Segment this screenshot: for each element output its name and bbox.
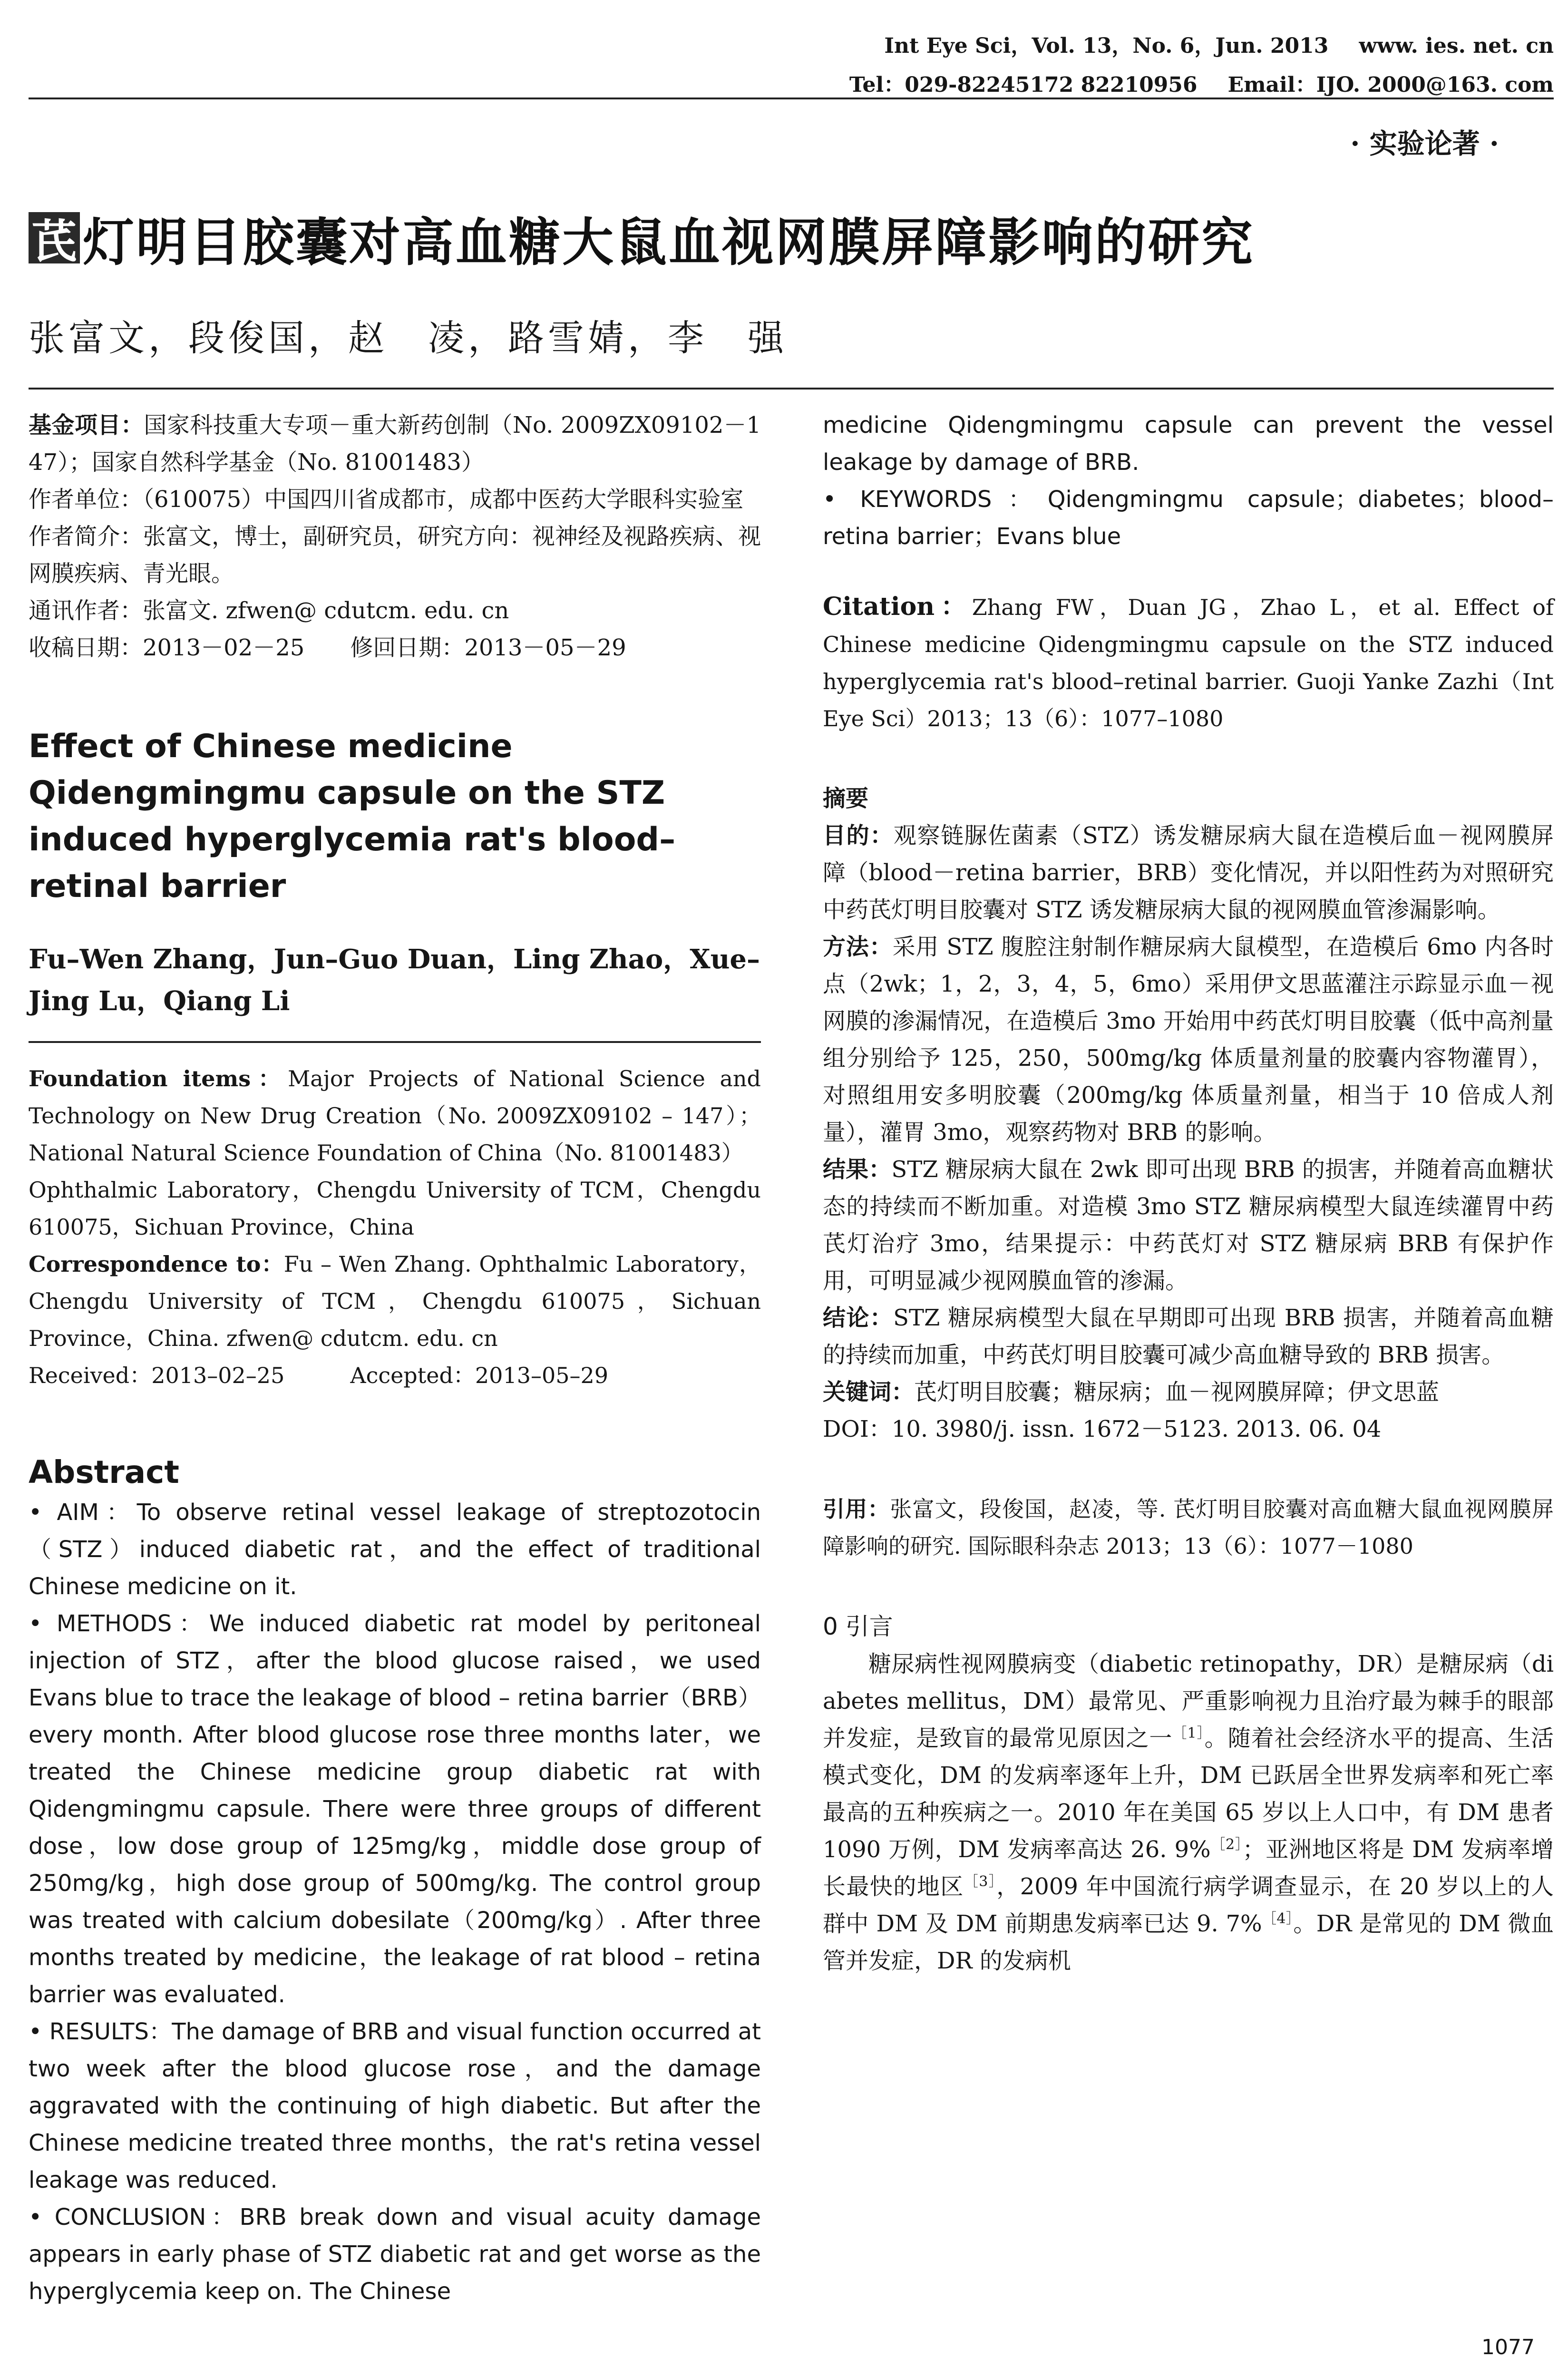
zh-info-text[interactable]: 张富文. zfwen@ cdutcm. edu. cn — [143, 597, 509, 624]
title-zh-rest: 灯明目胶囊对高血糖大鼠血视网膜屏障影响的研究 — [83, 213, 1255, 273]
title-zh-first-char: 芪 — [29, 212, 80, 263]
intro-text: ，2009 年中国流行病学调查显示，在 20 岁以上的人群中 DM 及 DM 前期患发病率已达 9. 7% — [823, 1873, 1554, 1937]
intro-text: 糖尿病性视网膜病变（diabetic retinopathy，DR）是糖尿病（diabetes mellitus，DM）最常见、严重影响视力且治疗最为棘手的眼部并发症，是致盲的最常见原因之一 — [823, 1651, 1554, 1752]
zh-info-label: 作者简介： — [29, 523, 143, 550]
section-label: 方法： — [823, 934, 893, 960]
intro-text: 。随着社会经济水平的提高、生活模式变化，DM 的发病率逐年上升，DM 已跃居全世界发病率和死亡率最高的五种疾病之一。2010 年在美国 65 岁以上人口中，有 DM 患者 1090 万例，DM 发病率高达 26. 9% — [823, 1725, 1554, 1863]
zh-info-dates — [29, 629, 761, 666]
affiliation-en: Ophthalmic Laboratory，Chengdu University of TCM，Chengdu 610075，Sichuan Province，China — [29, 1177, 761, 1240]
zh-info-label: 收稿日期： — [29, 634, 143, 661]
abstract-zh-methods — [823, 928, 1554, 1151]
reference-link[interactable]: ［4］ — [1262, 1910, 1294, 1927]
zh-info-text: 国家科技重大专项－重大新药创制（No. 2009ZX09102－147）；国家自然科学基金（No. 81001483） — [29, 412, 761, 476]
section-label: 结论： — [823, 1305, 894, 1331]
section-label: 目的： — [823, 822, 894, 849]
abstract-zh-keywords — [823, 1374, 1554, 1411]
section-label: 结果： — [823, 1156, 892, 1183]
zh-info-text: 张富文，博士，副研究员，研究方向：视神经及视路疾病、视网膜疾病、青光眼。 — [29, 523, 761, 587]
abstract-en-continued — [823, 407, 1554, 555]
zh-info-label: 通讯作者： — [29, 597, 143, 624]
intro-text: ；亚洲地区将是 DM 发病率增长最快的地区 — [823, 1836, 1554, 1900]
abstract-conclusion-part2: medicine Qidengmingmu capsule can prevent the vessel leakage by damage of BRB. — [823, 412, 1554, 476]
title-rule — [29, 388, 1554, 390]
section-text: 采用 STZ 腹腔注射制作糖尿病大鼠模型，在造模后 6mo 内各时点（2wk；1，2，3，4，5，6mo）采用伊文思蓝灌注示踪显示血－视网膜的渗漏情况，在造模后 3mo 开始用中药芪灯明目胶囊（低中高剂量组分别给予 125，250，500mg/kg 体质量剂量的胶囊内容物灌胃），对照组用安多明胶囊（200mg/kg 体质量剂量，相当于 10 倍成人剂量），灌胃 3mo，观察药物对 BRB 的影响。 — [823, 934, 1554, 1146]
abstract-en — [29, 1494, 761, 2310]
section-label: 关键词： — [823, 1379, 915, 1405]
zh-info-affiliation — [29, 481, 761, 518]
page-number: 1077 — [1481, 2335, 1535, 2359]
doi[interactable]: DOI：10. 3980/j. issn. 1672－5123. 2013. 06. 04 — [823, 1416, 1382, 1442]
reference-link[interactable]: ［3］ — [964, 1873, 997, 1890]
citation-label: Citation： — [823, 592, 972, 621]
journal-website[interactable]: www. ies. net. cn — [1359, 34, 1554, 58]
authors-zh: 张富文，段俊国，赵 凌，路雪婧，李 强 — [29, 317, 788, 359]
reference-link[interactable]: ［2］ — [1210, 1836, 1243, 1853]
title-zh — [29, 205, 1255, 271]
section-text: STZ 糖尿病大鼠在 2wk 即可出现 BRB 的损害，并随着高血糖状态的持续而不断加重。对造模 3mo STZ 糖尿病模型大鼠连续灌胃中药芪灯治疗 3mo，结果提示：中药芪灯对 STZ 糖尿病 BRB 有保护作用，可明显减少视网膜血管的渗漏。 — [823, 1156, 1554, 1294]
title-en: Effect of Chinese medicine Qidengmingmu capsule on the STZ induced hyperglycemia rat's blood–retinal barrier — [29, 728, 676, 905]
abstract-aim: • AIM：To observe retinal vessel leakage of streptozotocin（STZ）induced diabetic rat，and the effect of traditional Chinese medicine on it. — [29, 1499, 761, 1600]
journal-email[interactable]: Email：IJO. 2000@163. com — [1227, 73, 1554, 97]
foundation-text: Major Projects of National Science and Technology on New Drug Creation（No. 2009ZX09102 – 147）；National Natural Science Foundation of China（No. 81001483） — [29, 1066, 761, 1166]
zh-info-text: 2013－02－25 修回日期：2013－05－29 — [143, 634, 626, 661]
abstract-zh-results — [823, 1151, 1554, 1299]
foundation-block — [29, 1060, 761, 1394]
abstract-zh-heading-text: 摘要 — [823, 785, 869, 812]
abstract-methods: • METHODS：We induced diabetic rat model by peritoneal injection of STZ，after the blood glucose raised，we used Evans blue to trace the leakage of blood – retina barrier（BRB）every month. After blood glucose rose three months later，we treated the Chinese medicine group diabetic rat with Qidengmingmu capsule. There were three groups of different dose，low dose group of 125mg/kg，middle dose group of 250mg/kg，high dose group of 500mg/kg. The control group was treated with calcium dobesilate（200mg/kg）. After three months treated by medicine，the leakage of rat blood – retina barrier was evaluated. — [29, 1610, 761, 2008]
abstract-results: • RESULTS：The damage of BRB and visual function occurred at two week after the blood glucose rose，and the damage aggravated with the continuing of high diabetic. But after the Chinese medicine treated three months，the rat's retina vessel leakage was reduced. — [29, 2018, 761, 2193]
zh-info-corresponding — [29, 592, 761, 629]
abstract-conclusion-part1: • CONCLUSION：BRB break down and visual acuity damage appears in early phase of STZ diabetic rat and get worse as the hyperglycemia keep on. The Chinese — [29, 2204, 761, 2305]
zh-info-author-bio — [29, 518, 761, 592]
abstract-zh-conclusion — [823, 1299, 1554, 1374]
zh-info-label: 作者单位： — [29, 486, 143, 513]
received-accepted: Received：2013–02–25 Accepted：2013–05–29 — [29, 1363, 609, 1388]
en-authors-rule — [29, 1041, 761, 1043]
journal-tel: Tel：029-82245172 82210956 — [849, 73, 1198, 97]
zh-info-block — [29, 407, 761, 666]
zh-info-label: 基金项目： — [29, 412, 144, 438]
abstract-heading: Abstract — [29, 1454, 179, 1490]
abstract-zh-aim — [823, 817, 1554, 928]
section-text: 芪灯明目胶囊；糖尿病；血－视网膜屏障；伊文思蓝 — [914, 1379, 1440, 1405]
abstract-zh — [823, 780, 1554, 1448]
column-type-label: · 实验论著 · — [1350, 127, 1499, 160]
correspondence — [29, 1246, 761, 1357]
intro-paragraph — [823, 1646, 1554, 1979]
intro-heading: 0 引言 — [823, 1613, 893, 1640]
citation-en — [823, 588, 1554, 737]
abstract-keywords: • KEYWORDS：Qidengmingmu capsule；diabetes；blood–retina barrier；Evans blue — [823, 486, 1554, 550]
zh-info-funding — [29, 407, 761, 481]
section-text: STZ 糖尿病模型大鼠在早期即可出现 BRB 损害，并随着高血糖的持续而加重，中药芪灯明目胶囊可减少高血糖导致的 BRB 损害。 — [823, 1305, 1554, 1368]
citation-zh-label: 引用： — [823, 1496, 890, 1522]
foundation-label: Foundation items： — [29, 1066, 288, 1091]
journal-header-line1 — [884, 29, 1554, 59]
authors-en: Fu–Wen Zhang，Jun–Guo Duan，Ling Zhao，Xue–Jing Lu，Qiang Li — [29, 944, 760, 1017]
zh-info-text: （610075）中国四川省成都市，成都中医药大学眼科实验室 — [143, 486, 744, 513]
header-rule — [29, 97, 1554, 99]
correspondence-label: Correspondence to： — [29, 1251, 284, 1277]
intro-text: 。DR 是常见的 DM 微血管并发症，DR 的发病机 — [823, 1910, 1554, 1974]
left-column — [29, 407, 761, 2310]
citation-text: Zhang FW，Duan JG，Zhao L，et al. Effect of Chinese medicine Qidengmingmu capsule on the STZ induced hyperglycemia rat's blood–retinal barrier. Guoji Yanke Zazhi（Int Eye Sci）2013；13（6）：1077–1080 — [823, 594, 1554, 731]
section-text: 观察链脲佐菌素（STZ）诱发糖尿病大鼠在造模后血－视网膜屏障（blood－retina barrier，BRB）变化情况，并以阳性药为对照研究中药芪灯明目胶囊对 STZ 诱发糖尿病大鼠的视网膜血管渗漏影响。 — [823, 822, 1554, 923]
citation-zh — [823, 1490, 1554, 1565]
foundation-items — [29, 1060, 761, 1171]
citation-zh-text: 张富文，段俊国，赵凌，等. 芪灯明目胶囊对高血糖大鼠血视网膜屏障影响的研究. 国际眼科杂志 2013；13（6）：1077－1080 — [823, 1496, 1554, 1559]
journal-volume-info: Int Eye Sci，Vol. 13，No. 6，Jun. 2013 — [884, 34, 1329, 58]
right-column — [823, 407, 1554, 1979]
abstract-zh-heading — [823, 780, 1554, 817]
correspondence-text: Fu – Wen Zhang. Ophthalmic Laboratory，Chengdu University of TCM，Chengdu 610075，Sichuan Province，China. zfwen@ cdutcm. edu. cn — [29, 1251, 761, 1351]
reference-link[interactable]: ［1］ — [1172, 1725, 1205, 1742]
journal-header-line2 — [849, 68, 1554, 98]
